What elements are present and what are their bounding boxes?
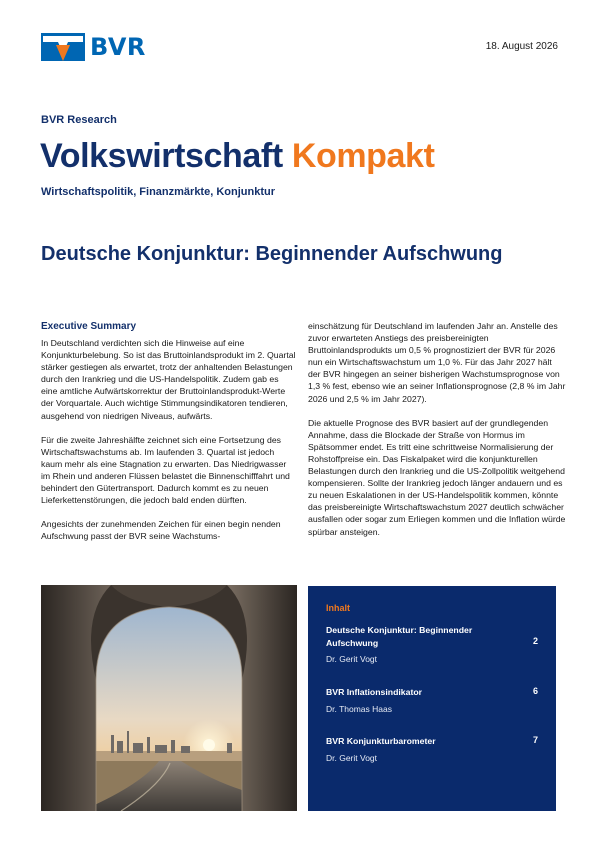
toc-entry-author: Dr. Gerit Vogt (326, 654, 378, 664)
headline: Deutsche Konjunktur: Beginnender Aufschwung (41, 243, 503, 265)
cover-photo-tunnel (41, 585, 297, 811)
summary-paragraph: In Deutschland verdichten sich die Hinweise auf eine Konjunkturbelebung. So ist das Bruttoinlandsprodukt im 2. Quartal stärker gestiegen als erwartet, trotz der anhaltenden Belastungen durch den Irankrieg und die US-Handelspolitik. Zudem gab es eine amtliche Aufwärtskorrektur der Bruttoinlandsprodukt-Werte der Vorquartale. Auch wichtige Stimmungsindikatoren tendieren, ausgehend von niedrigen Niveaus, aufwärts. (41, 338, 296, 421)
masthead-part1: Volkswirtschaft (40, 137, 283, 175)
summary-paragraph: Für die zweite Jahreshälfte zeichnet sich eine Fortsetzung des Wirtschaftswachstums ab. Im laufenden 3. Quartal ist jedoch kaum mehr als eine Stagnation zu erwarten. Das Niedrigwasser im Rhein und anderen Flüssen belastet die Binnenschifffahrt und behindert den Gütertransport. Dadurch kommt es zu neuen Lieferkettenstörungen, die jedoch bald enden dürften. (41, 434, 290, 506)
volksbank-logo-icon (41, 33, 85, 61)
toc-entry-title: Deutsche Konjunktur: Beginnender Aufschwung (326, 625, 473, 648)
logo-text: BVR (90, 33, 146, 61)
summary-paragraph: Angesichts der zunehmenden Zeichen für einen begin nenden Aufschwung passt der BVR seine Wachstums- (41, 519, 281, 542)
toc-entry-page: 2 (532, 636, 538, 646)
bvr-logo (41, 33, 146, 61)
summary-column-left (41, 320, 296, 542)
toc-entry-title: BVR Konjunkturbarometer (326, 736, 436, 746)
toc-entry[interactable] (326, 624, 538, 665)
toc-title: Inhalt (326, 603, 350, 613)
subtitle: Wirtschaftspolitik, Finanzmärkte, Konjunktur (41, 186, 275, 198)
executive-summary-heading: Executive Summary (41, 321, 137, 332)
summary-paragraph: einschätzung für Deutschland im laufenden Jahr an. Anstelle des zuvor erwarteten Anstiegs des preisbereinigten Bruttoinlandsprodukts um 0,5 % prognostiziert der BVR für 2026 nun ein Wirtschaftswachstum um 1,0 %. Für das Jahr 2027 hält der BVR hingegen an seiner bisherigen Wachstumsprognose von 1,3 % fest, ebenso wie an seiner Inflationsprognose (2,8 % im Jahr 2026 und 2,5 % im Jahr 2027). (308, 321, 566, 404)
tunnel-image (41, 585, 297, 811)
masthead-part2: Kompakt (291, 137, 435, 175)
summary-paragraph: Die aktuelle Prognose des BVR basiert auf der grundlegenden Annahme, dass die Blockade der Straße von Hormus im Spätsommer endet. Es tritt eine schrittweise Normalisierung der Rohstoffpreise ein. Das Fiskalpaket wird die konjunkturellen Belastungen durch den Irankrieg und die US-Zollpolitik weitgehend kompensieren. Sollte der Irankrieg jedoch länger andauern und es zu neuen Eskalationen in der US-Handelspolitik kommen, könnte das preisbereinigte Wirtschaftswachstum 2027 deutlich schwächer ausfallen oder sogar zum Erliegen kommen und die Inflation würde spürbar ansteigen. (308, 417, 566, 537)
toc-entry-title: BVR Inflationsindikator (326, 687, 423, 697)
toc-entry-author: Dr. Thomas Haas (326, 703, 392, 714)
masthead-title (40, 136, 435, 176)
toc-entry-page: 7 (532, 735, 538, 745)
table-of-contents (308, 586, 556, 811)
summary-column-right (308, 320, 566, 550)
kicker: BVR Research (41, 114, 117, 126)
toc-entry-page: 6 (532, 686, 538, 696)
publication-date: 18. August 2026 (485, 41, 558, 52)
toc-entry-author: Dr. Gerit Vogt (326, 752, 378, 763)
toc-entry[interactable] (326, 735, 538, 764)
toc-entry[interactable] (326, 686, 538, 715)
